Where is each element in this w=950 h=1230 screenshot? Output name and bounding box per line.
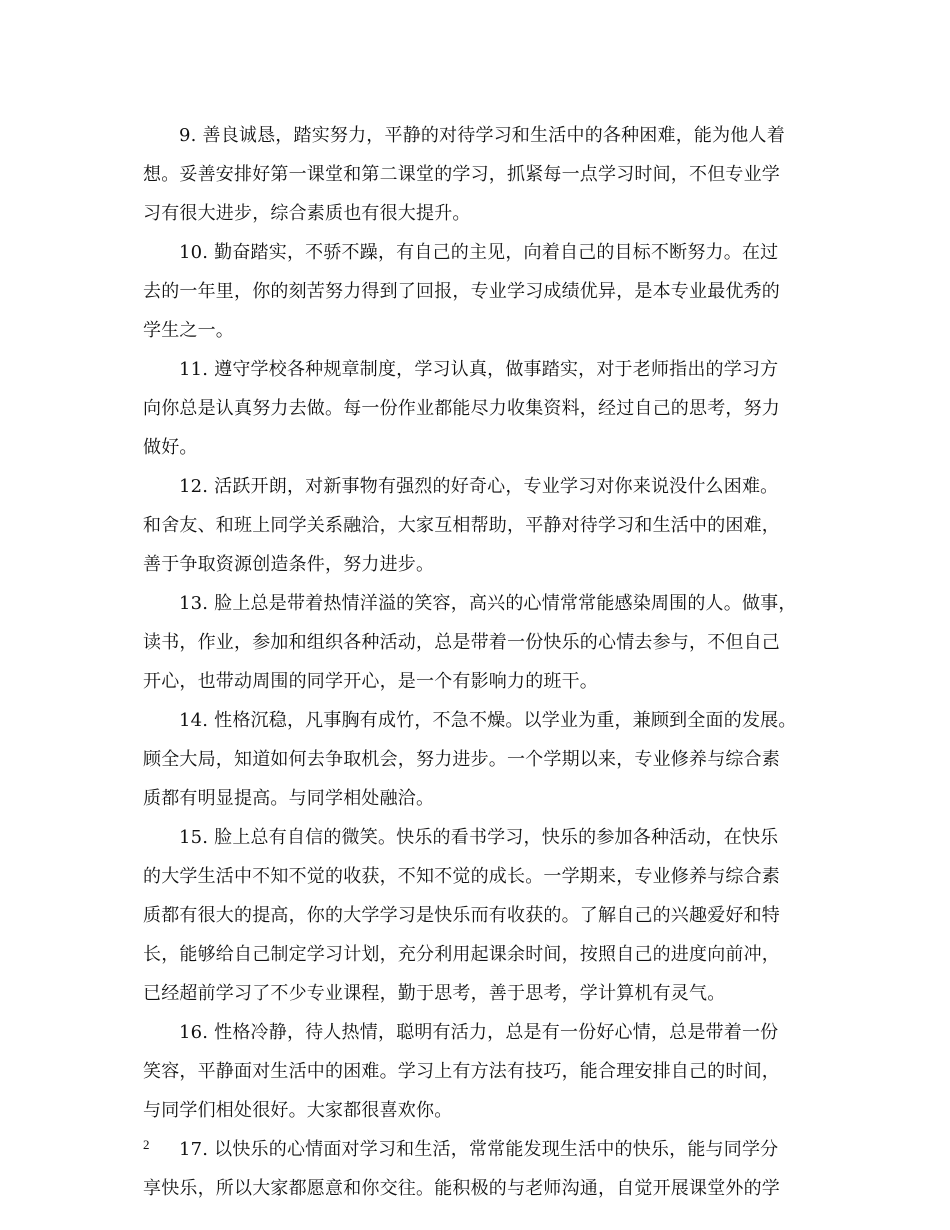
paragraph-line: 12. 活跃开朗，对新事物有强烈的好奇心，专业学习对你来说没什么困难。 bbox=[179, 476, 779, 497]
paragraph-line: 13. 脸上总是带着热情洋溢的笑容，高兴的心情常常能感染周围的人。做事， bbox=[179, 593, 797, 614]
paragraph-line: 长，能够给自己制定学习计划，充分利用起课余时间，按照自己的进度向前冲， bbox=[143, 944, 780, 965]
paragraph-line: 11. 遵守学校各种规章制度，学习认真，做事踏实，对于老师指出的学习方 bbox=[179, 359, 779, 380]
paragraph-line: 读书，作业，参加和组织各种活动，总是带着一份快乐的心情去参与，不但自己 bbox=[143, 632, 780, 653]
paragraph-14 bbox=[143, 701, 823, 818]
paragraph-line: 16. 性格冷静，待人热情，聪明有活力，总是有一份好心情，总是带着一份 bbox=[179, 1022, 779, 1043]
paragraph-line: 14. 性格沉稳，凡事胸有成竹，不急不燥。以学业为重，兼顾到全面的发展。 bbox=[179, 710, 797, 731]
paragraph-line: 10. 勤奋踏实，不骄不躁，有自己的主见，向着自己的目标不断努力。在过 bbox=[179, 242, 779, 263]
paragraph-line: 质都有很大的提高，你的大学学习是快乐而有收获的。了解自己的兴趣爱好和特 bbox=[143, 905, 780, 926]
paragraph-17 bbox=[143, 1130, 823, 1208]
paragraph-line: 9. 善良诚恳，踏实努力，平静的对待学习和生活中的各种困难，能为他人着 bbox=[179, 125, 785, 146]
paragraph-line: 向你总是认真努力去做。每一份作业都能尽力收集资料，经过自己的思考，努力 bbox=[143, 398, 780, 419]
paragraph-line: 和舍友、和班上同学关系融洽，大家互相帮助，平静对待学习和生活中的困难， bbox=[143, 515, 780, 536]
paragraph-line: 想。妥善安排好第一课堂和第二课堂的学习，抓紧每一点学习时间，不但专业学 bbox=[143, 164, 780, 185]
paragraph-line: 质都有明显提高。与同学相处融洽。 bbox=[143, 788, 435, 809]
paragraph-line: 去的一年里，你的刻苦努力得到了回报，专业学习成绩优异，是本专业最优秀的 bbox=[143, 281, 780, 302]
paragraph-line: 开心，也带动周围的同学开心，是一个有影响力的班干。 bbox=[143, 671, 598, 692]
paragraph-15 bbox=[143, 818, 823, 1013]
document-body bbox=[143, 116, 823, 1208]
paragraph-line: 做好。 bbox=[143, 437, 198, 458]
paragraph-line: 与同学们相处很好。大家都很喜欢你。 bbox=[143, 1100, 453, 1121]
paragraph-line: 享快乐，所以大家都愿意和你交往。能积极的与老师沟通，自觉开展课堂外的学 bbox=[143, 1178, 780, 1199]
paragraph-11 bbox=[143, 350, 823, 467]
paragraph-12 bbox=[143, 467, 823, 584]
paragraph-line: 已经超前学习了不少专业课程，勤于思考，善于思考，学计算机有灵气。 bbox=[143, 983, 726, 1004]
paragraph-line: 习有很大进步，综合素质也有很大提升。 bbox=[143, 203, 471, 224]
paragraph-line: 善于争取资源创造条件，努力进步。 bbox=[143, 554, 435, 575]
paragraph-16 bbox=[143, 1013, 823, 1130]
paragraph-13 bbox=[143, 584, 823, 701]
paragraph-10 bbox=[143, 233, 823, 350]
paragraph-line: 15. 脸上总有自信的微笑。快乐的看书学习，快乐的参加各种活动，在快乐 bbox=[179, 827, 779, 848]
paragraph-line: 的大学生活中不知不觉的收获，不知不觉的成长。一学期来，专业修养与综合素 bbox=[143, 866, 780, 887]
page-number: 2 bbox=[143, 1137, 150, 1152]
paragraph-9 bbox=[143, 116, 823, 233]
paragraph-line: 学生之一。 bbox=[143, 320, 234, 341]
paragraph-line: 顾全大局，知道如何去争取机会，努力进步。一个学期以来，专业修养与综合素 bbox=[143, 749, 780, 770]
paragraph-line: 笑容，平静面对生活中的困难。学习上有方法有技巧，能合理安排自己的时间， bbox=[143, 1061, 780, 1082]
paragraph-line: 17. 以快乐的心情面对学习和生活，常常能发现生活中的快乐，能与同学分 bbox=[179, 1139, 779, 1160]
